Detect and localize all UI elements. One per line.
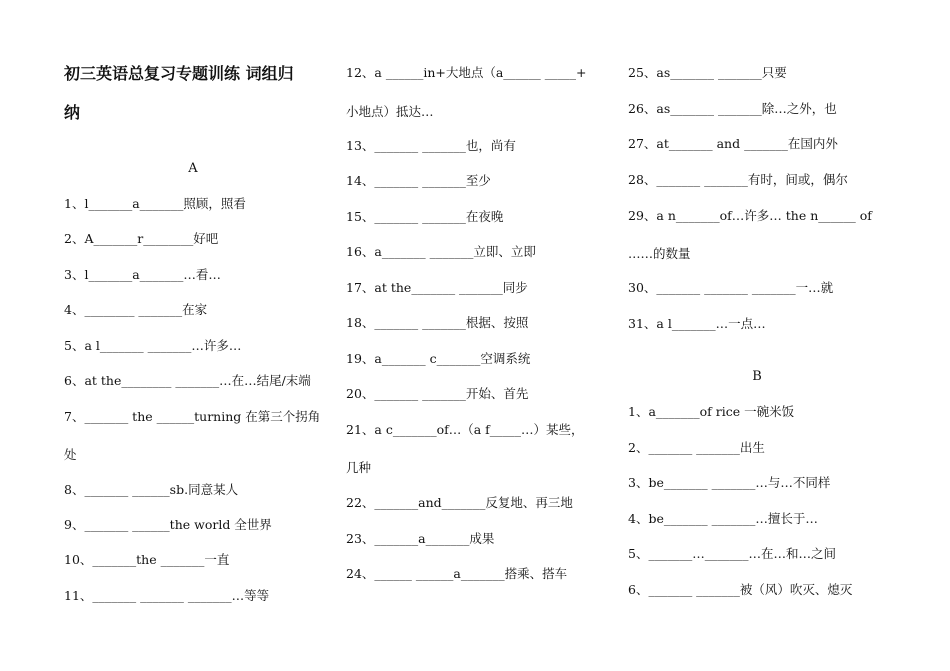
phrase-item-continuation: 小地点）抵达… (346, 104, 434, 119)
phrase-item: 19、a_______ c_______空调系统 (346, 351, 531, 366)
phrase-item: 27、at_______ and _______在国内外 (628, 136, 838, 151)
phrase-item: 2、_______ _______出生 (628, 440, 765, 455)
phrase-item: 23、_______a_______成果 (346, 531, 495, 546)
phrase-item-continuation: ……的数量 (628, 246, 691, 261)
phrase-item: 25、as_______ _______只要 (628, 65, 787, 80)
phrase-item: 26、as_______ _______除…之外，也 (628, 101, 837, 116)
phrase-item: 12、a ______in+大地点（a______ _____+ (346, 65, 587, 80)
phrase-item: 14、_______ _______至少 (346, 173, 491, 188)
phrase-item-continuation: 处 (64, 447, 77, 462)
phrase-item: 13、_______ _______也，尚有 (346, 138, 516, 153)
phrase-item: 15、_______ _______在夜晚 (346, 209, 504, 224)
phrase-item: 18、_______ _______根据、按照 (346, 315, 529, 330)
phrase-item: 6、at the________ _______…在…结尾/末端 (64, 373, 311, 388)
phrase-item: 11、_______ _______ _______…等等 (64, 588, 270, 603)
phrase-item: 5、a l_______ _______…许多… (64, 338, 242, 353)
section-heading-b: B (752, 369, 762, 384)
phrase-item: 1、l_______a_______照顾，照看 (64, 196, 246, 211)
phrase-item: 2、A_______r________好吧 (64, 231, 219, 246)
phrase-item: 21、a c_______of…（a f_____…）某些， (346, 422, 584, 437)
phrase-item: 3、l_______a_______…看… (64, 267, 221, 282)
phrase-item: 6、_______ _______被（风）吹灭、熄灭 (628, 582, 853, 597)
phrase-item-continuation: 几种 (346, 460, 372, 475)
phrase-item: 5、_______…_______…在…和…之间 (628, 546, 836, 561)
phrase-item: 9、_______ ______the world 全世界 (64, 517, 272, 532)
phrase-item: 17、at the_______ _______同步 (346, 280, 528, 295)
phrase-item: 10、_______the _______一直 (64, 552, 230, 567)
phrase-item: 20、_______ _______开始、首先 (346, 386, 529, 401)
phrase-item: 24、______ ______a_______搭乘、搭车 (346, 566, 568, 581)
phrase-item: 4、be_______ _______…擅长于… (628, 511, 818, 526)
phrase-item: 31、a l_______…一点… (628, 316, 766, 331)
section-heading-a: A (188, 161, 198, 176)
phrase-item: 4、________ _______在家 (64, 302, 208, 317)
phrase-item: 29、a n_______of…许多… the n______ of (628, 208, 872, 223)
phrase-item: 22、_______and_______反复地、再三地 (346, 495, 573, 510)
phrase-item: 8、_______ ______sb.同意某人 (64, 482, 239, 497)
phrase-item: 3、be_______ _______…与…不同样 (628, 475, 831, 490)
phrase-item: 28、_______ _______有时，间或，偶尔 (628, 172, 848, 187)
phrase-item: 1、a_______of rice 一碗米饭 (628, 404, 795, 419)
phrase-item: 30、_______ _______ _______一…就 (628, 280, 834, 295)
page-title-line-1: 初三英语总复习专题训练 词组归 (64, 64, 294, 83)
page-title-line-2: 纳 (64, 103, 81, 122)
phrase-item: 16、a_______ _______立即、立即 (346, 244, 536, 259)
phrase-item: 7、_______ the ______turning 在第三个拐角 (64, 409, 321, 424)
